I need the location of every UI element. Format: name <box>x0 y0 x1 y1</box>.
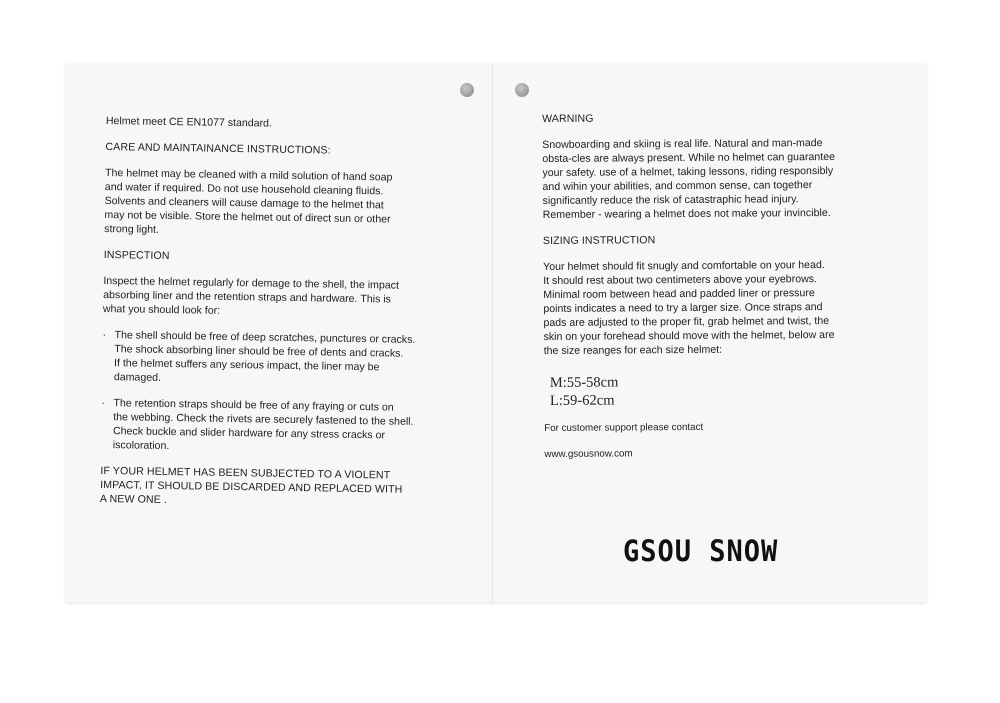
bullet-line: damaged. <box>113 371 162 384</box>
care-heading: CARE AND MAINTAINANCE INSTRUCTIONS: <box>105 140 331 157</box>
discard-warning-line: IMPACT, IT SHOULD BE DISCARDED AND REPLACED WITH <box>100 478 403 496</box>
sizing-line: the size reanges for each size helmet: <box>543 343 723 357</box>
left-panel <box>100 114 466 512</box>
card-fold-line <box>492 64 494 602</box>
inspection-line: absorbing liner and the retention straps and hardware. This is <box>103 288 391 306</box>
care-line: The helmet may be cleaned with a mild solution of hand soap <box>104 166 393 184</box>
inspection-text <box>103 274 464 322</box>
inspection-line: Inspect the helmet regularly for demage to the shell, the impact <box>103 274 400 292</box>
care-line: and water if required. Do not use household cleaning fluids. <box>104 180 384 198</box>
care-line: strong light. <box>104 222 160 236</box>
support-text: For customer support please contact <box>544 421 704 434</box>
bullet-line: The shock absorbing liner should be free of dents and cracks. <box>114 343 404 360</box>
inspection-line: what you should look for: <box>102 302 221 317</box>
bullet-line: Check buckle and slider hardware for any stress cracks or <box>112 425 386 442</box>
sizing-line: points indicates a need to try a larger size. Once straps and <box>543 301 823 315</box>
discard-warning-line: IF YOUR HELMET HAS BEEN SUBJECTED TO A VIOLENT <box>100 464 391 482</box>
bullet-line: If the helmet suffers any serious impact, the liner may be <box>113 357 380 374</box>
bullet-mark: · <box>101 396 106 410</box>
bullet-mark: · <box>102 328 107 342</box>
sizing-line: Minimal room between head and padded liner or pressure <box>543 287 815 301</box>
care-line: Solvents and cleaners will cause damage to the helmet that <box>104 194 384 212</box>
website-link: www.gsousnow.com <box>544 448 633 460</box>
warning-line: your safety. use of a helmet, taking lessons, riding responsibly <box>542 164 834 179</box>
sizing-line: skin on your forehead should move with the helmet, below are <box>543 328 835 343</box>
sizing-line: pads are adjusted to the proper fit, grab helmet and twist, the <box>543 315 830 329</box>
punch-hole-left <box>460 83 474 97</box>
care-line: may not be visible. Store the helmet out of direct sun or other <box>104 208 391 226</box>
bullet-line: The shell should be free of deep scratches, punctures or cracks. <box>114 329 416 346</box>
size-ranges <box>550 372 889 410</box>
brand-logo: GSOU SNOW <box>623 534 779 569</box>
bullet-line: iscoloration. <box>112 439 170 453</box>
discard-warning-line: A NEW ONE . <box>99 492 168 507</box>
sizing-line: It should rest about two centimeters above your eyebrows. <box>543 273 818 287</box>
bullet-line: the webbing. Check the rivets are securely fastened to the shell. <box>113 411 414 428</box>
warning-line: Remember - wearing a helmet does not make your invincible. <box>542 206 831 221</box>
warning-line: Snowboarding and skiing is real life. Natural and man-made <box>542 137 823 151</box>
warning-line: significantly reduce the risk of catastraphic head injury. <box>542 193 799 207</box>
warning-heading: WARNING <box>542 112 594 125</box>
warning-line: and wihin your abilities, and common sense, can together <box>542 179 813 193</box>
sizing-line: Your helmet should fit snugly and comfortable on your head. <box>543 259 825 273</box>
inspection-bullet-shell <box>102 328 463 390</box>
discard-warning <box>100 464 461 512</box>
punch-hole-right <box>515 83 529 97</box>
inspection-heading: INSPECTION <box>103 248 170 263</box>
bullet-line: The retention straps should be free of any fraying or cuts on <box>113 397 394 414</box>
size-large: L:59-62cm <box>549 392 615 409</box>
right-panel <box>542 110 889 462</box>
care-text <box>104 166 465 242</box>
sizing-heading: SIZING INSTRUCTION <box>542 234 656 247</box>
size-medium: M:55-58cm <box>549 374 619 391</box>
inspection-bullet-straps <box>101 396 462 458</box>
warning-text <box>542 136 888 222</box>
sizing-text <box>543 258 889 358</box>
warning-line: obsta-cles are always present. While no helmet can guarantee <box>542 150 836 165</box>
standard-line: Helmet meet CE EN1077 standard. <box>105 114 273 130</box>
